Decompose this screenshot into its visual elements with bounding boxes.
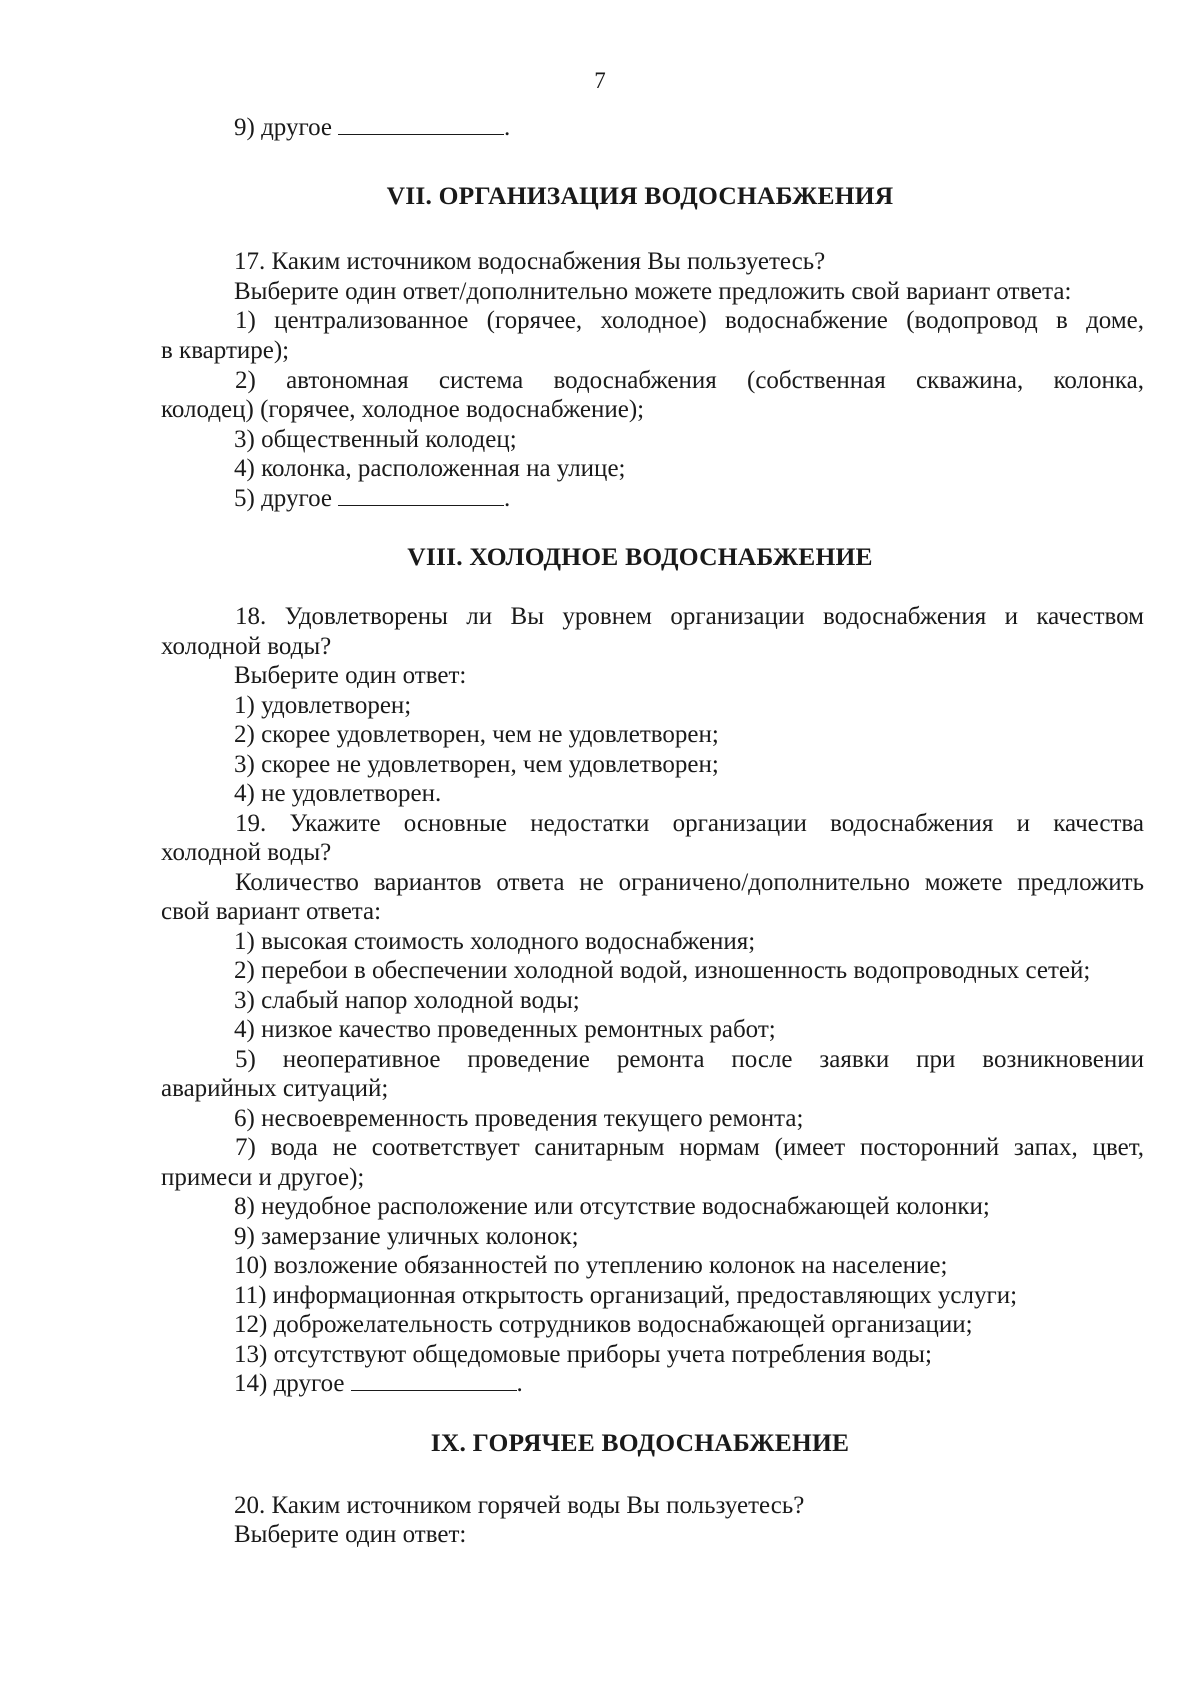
list-item: 4) колонка, расположенная на улице; xyxy=(234,455,626,482)
question-continuation: холодной воды? xyxy=(161,633,332,660)
instruction: Выберите один ответ: xyxy=(234,662,467,689)
question-continuation: холодной воды? xyxy=(161,839,332,866)
list-item: 3) скорее не удовлетворен, чем удовлетворен; xyxy=(234,751,719,778)
list-item: 2) скорее удовлетворен, чем не удовлетворен; xyxy=(234,721,719,748)
list-item: 9) замерзание уличных колонок; xyxy=(234,1223,579,1250)
answer-other-label: 9) другое xyxy=(234,114,332,141)
question-17: 17. Каким источником водоснабжения Вы пользуетесь? xyxy=(234,248,826,275)
list-item: 12) доброжелательность сотрудников водоснабжающей организации; xyxy=(234,1311,973,1338)
list-item xyxy=(234,484,510,514)
list-item-continuation: примеси и другое); xyxy=(161,1164,365,1191)
list-item: 4) не удовлетворен. xyxy=(234,780,442,807)
instruction-continuation: свой вариант ответа: xyxy=(161,898,382,925)
period: . xyxy=(504,114,511,141)
list-item xyxy=(234,113,510,143)
question-18: 18. Удовлетворены ли Вы уровнем организации водоснабжения и качеством xyxy=(235,603,1144,630)
period: . xyxy=(504,485,511,512)
list-item-continuation: колодец) (горячее, холодное водоснабжение); xyxy=(161,396,645,423)
section-heading-ix: IX. ГОРЯЧЕЕ ВОДОСНАБЖЕНИЕ xyxy=(430,1428,850,1457)
instruction: Выберите один ответ/дополнительно можете предложить свой вариант ответа: xyxy=(234,278,1072,305)
list-item: 6) несвоевременность проведения текущего ремонта; xyxy=(234,1105,804,1132)
page-number: 7 xyxy=(594,68,606,93)
blank-line xyxy=(351,1370,517,1391)
list-item: 11) информационная открытость организаций, предоставляющих услуги; xyxy=(234,1282,1018,1309)
list-item: 13) отсутствуют общедомовые приборы учета потребления воды; xyxy=(234,1341,932,1368)
list-item: 1) удовлетворен; xyxy=(234,692,412,719)
list-item: 10) возложение обязанностей по утеплению колонок на население; xyxy=(234,1252,948,1279)
list-item: 1) высокая стоимость холодного водоснабжения; xyxy=(234,928,756,955)
blank-line xyxy=(338,114,504,135)
question-19: 19. Укажите основные недостатки организации водоснабжения и качества xyxy=(235,810,1144,837)
list-item: 2) автономная система водоснабжения (собственная скважина, колонка, xyxy=(235,367,1144,394)
answer-other-label: 14) другое xyxy=(234,1370,345,1397)
section-heading-vii: VII. ОРГАНИЗАЦИЯ ВОДОСНАБЖЕНИЯ xyxy=(386,181,894,210)
instruction: Количество вариантов ответа не ограничено/дополнительно можете предложить xyxy=(235,869,1144,896)
list-item: 4) низкое качество проведенных ремонтных работ; xyxy=(234,1016,776,1043)
list-item: 3) общественный колодец; xyxy=(234,426,517,453)
list-item: 5) неоперативное проведение ремонта после заявки при возникновении xyxy=(235,1046,1144,1073)
list-item: 2) перебои в обеспечении холодной водой, изношенность водопроводных сетей; xyxy=(234,957,1091,984)
list-item: 8) неудобное расположение или отсутствие водоснабжающей колонки; xyxy=(234,1193,990,1220)
answer-other-label: 5) другое xyxy=(234,485,332,512)
question-20: 20. Каким источником горячей воды Вы пользуетесь? xyxy=(234,1492,805,1519)
list-item: 1) централизованное (горячее, холодное) водоснабжение (водопровод в доме, xyxy=(235,307,1144,334)
list-item-continuation: аварийных ситуаций; xyxy=(161,1075,389,1102)
list-item xyxy=(234,1369,523,1399)
list-item: 7) вода не соответствует санитарным нормам (имеет посторонний запах, цвет, xyxy=(235,1134,1144,1161)
list-item-continuation: в квартире); xyxy=(161,337,290,364)
instruction: Выберите один ответ: xyxy=(234,1521,467,1548)
period: . xyxy=(516,1370,523,1397)
section-heading-viii: VIII. ХОЛОДНОЕ ВОДОСНАБЖЕНИЕ xyxy=(407,542,873,571)
blank-line xyxy=(338,485,504,506)
list-item: 3) слабый напор холодной воды; xyxy=(234,987,580,1014)
